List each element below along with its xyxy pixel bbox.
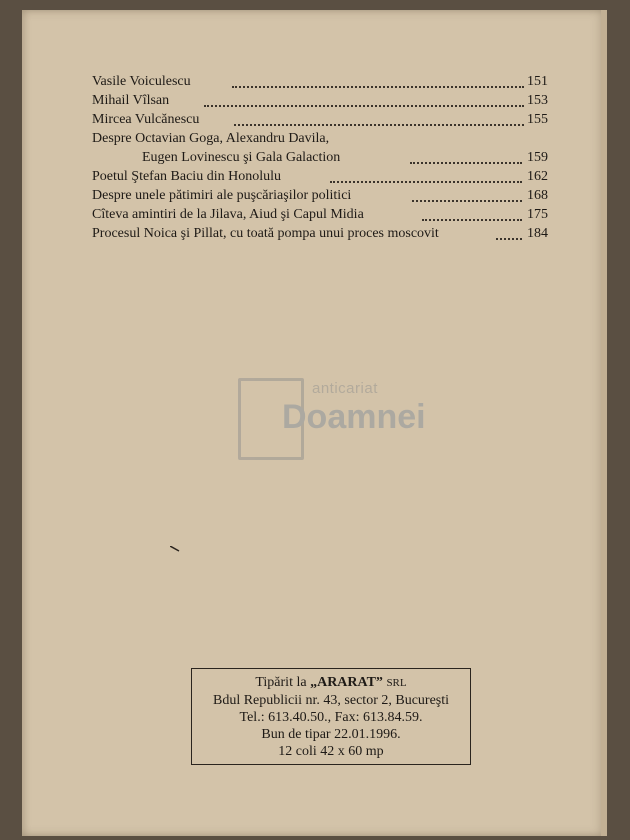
toc-page-number: 155 (527, 112, 548, 127)
toc-entry (92, 110, 548, 129)
toc-title: Despre unele pătimiri ale puşcăriaşilor politici (92, 188, 352, 203)
toc-title: Mihail Vîlsan (92, 93, 170, 108)
watermark (238, 378, 438, 458)
toc-title: Poetul Ştefan Baciu din Honolulu (92, 169, 281, 184)
toc-leader (422, 200, 522, 221)
toc-page-number: 153 (527, 93, 548, 108)
toc-leader (232, 67, 524, 88)
toc-leader (204, 86, 524, 107)
imprint-box (191, 668, 471, 765)
imprint-print-date: Bun de tipar 22.01.1996. (261, 727, 401, 742)
toc-leader (496, 219, 522, 240)
toc-entry (92, 224, 548, 243)
table-of-contents (92, 72, 548, 243)
pen-mark (170, 546, 180, 552)
imprint-printer-line (192, 674, 470, 692)
toc-page-number: 175 (527, 207, 548, 222)
toc-title: Vasile Voiculescu (92, 74, 191, 89)
toc-title: Despre Octavian Goga, Alexandru Davila, (92, 131, 330, 146)
book-page (22, 10, 607, 836)
toc-entry (92, 205, 548, 224)
toc-leader (330, 162, 522, 183)
toc-title: Procesul Noica şi Pillat, cu toată pompa unui proces moscovit (92, 226, 439, 241)
toc-leader (410, 143, 522, 164)
toc-page-number: 162 (527, 169, 548, 184)
toc-leader (234, 105, 524, 126)
toc-page-number: 184 (527, 226, 548, 241)
watermark-top-text: anticariat (312, 380, 378, 397)
toc-title: Cîteva amintiri de la Jilava, Aiud şi Capul Midia (92, 207, 364, 222)
imprint-address: Bdul Republicii nr. 43, sector 2, Bucureşti (212, 693, 450, 708)
toc-title: Mircea Vulcănescu (92, 112, 200, 127)
toc-page-number: 159 (527, 150, 548, 165)
imprint-phones: Tel.: 613.40.50., Fax: 613.84.59. (239, 710, 423, 725)
watermark-brand: Doamnei (282, 398, 426, 436)
imprint-prefix: Tipărit la (255, 675, 311, 690)
toc-page-number: 168 (527, 188, 548, 203)
imprint-printer: „ARARAT” (310, 675, 383, 690)
toc-leader (412, 181, 522, 202)
page-edge (601, 10, 607, 836)
toc-page-number: 151 (527, 74, 548, 89)
toc-title: Eugen Lovinescu şi Gala Galaction (142, 150, 341, 165)
imprint-srl: SRL (386, 677, 407, 689)
imprint-format: 12 coli 42 x 60 mp (278, 744, 384, 759)
